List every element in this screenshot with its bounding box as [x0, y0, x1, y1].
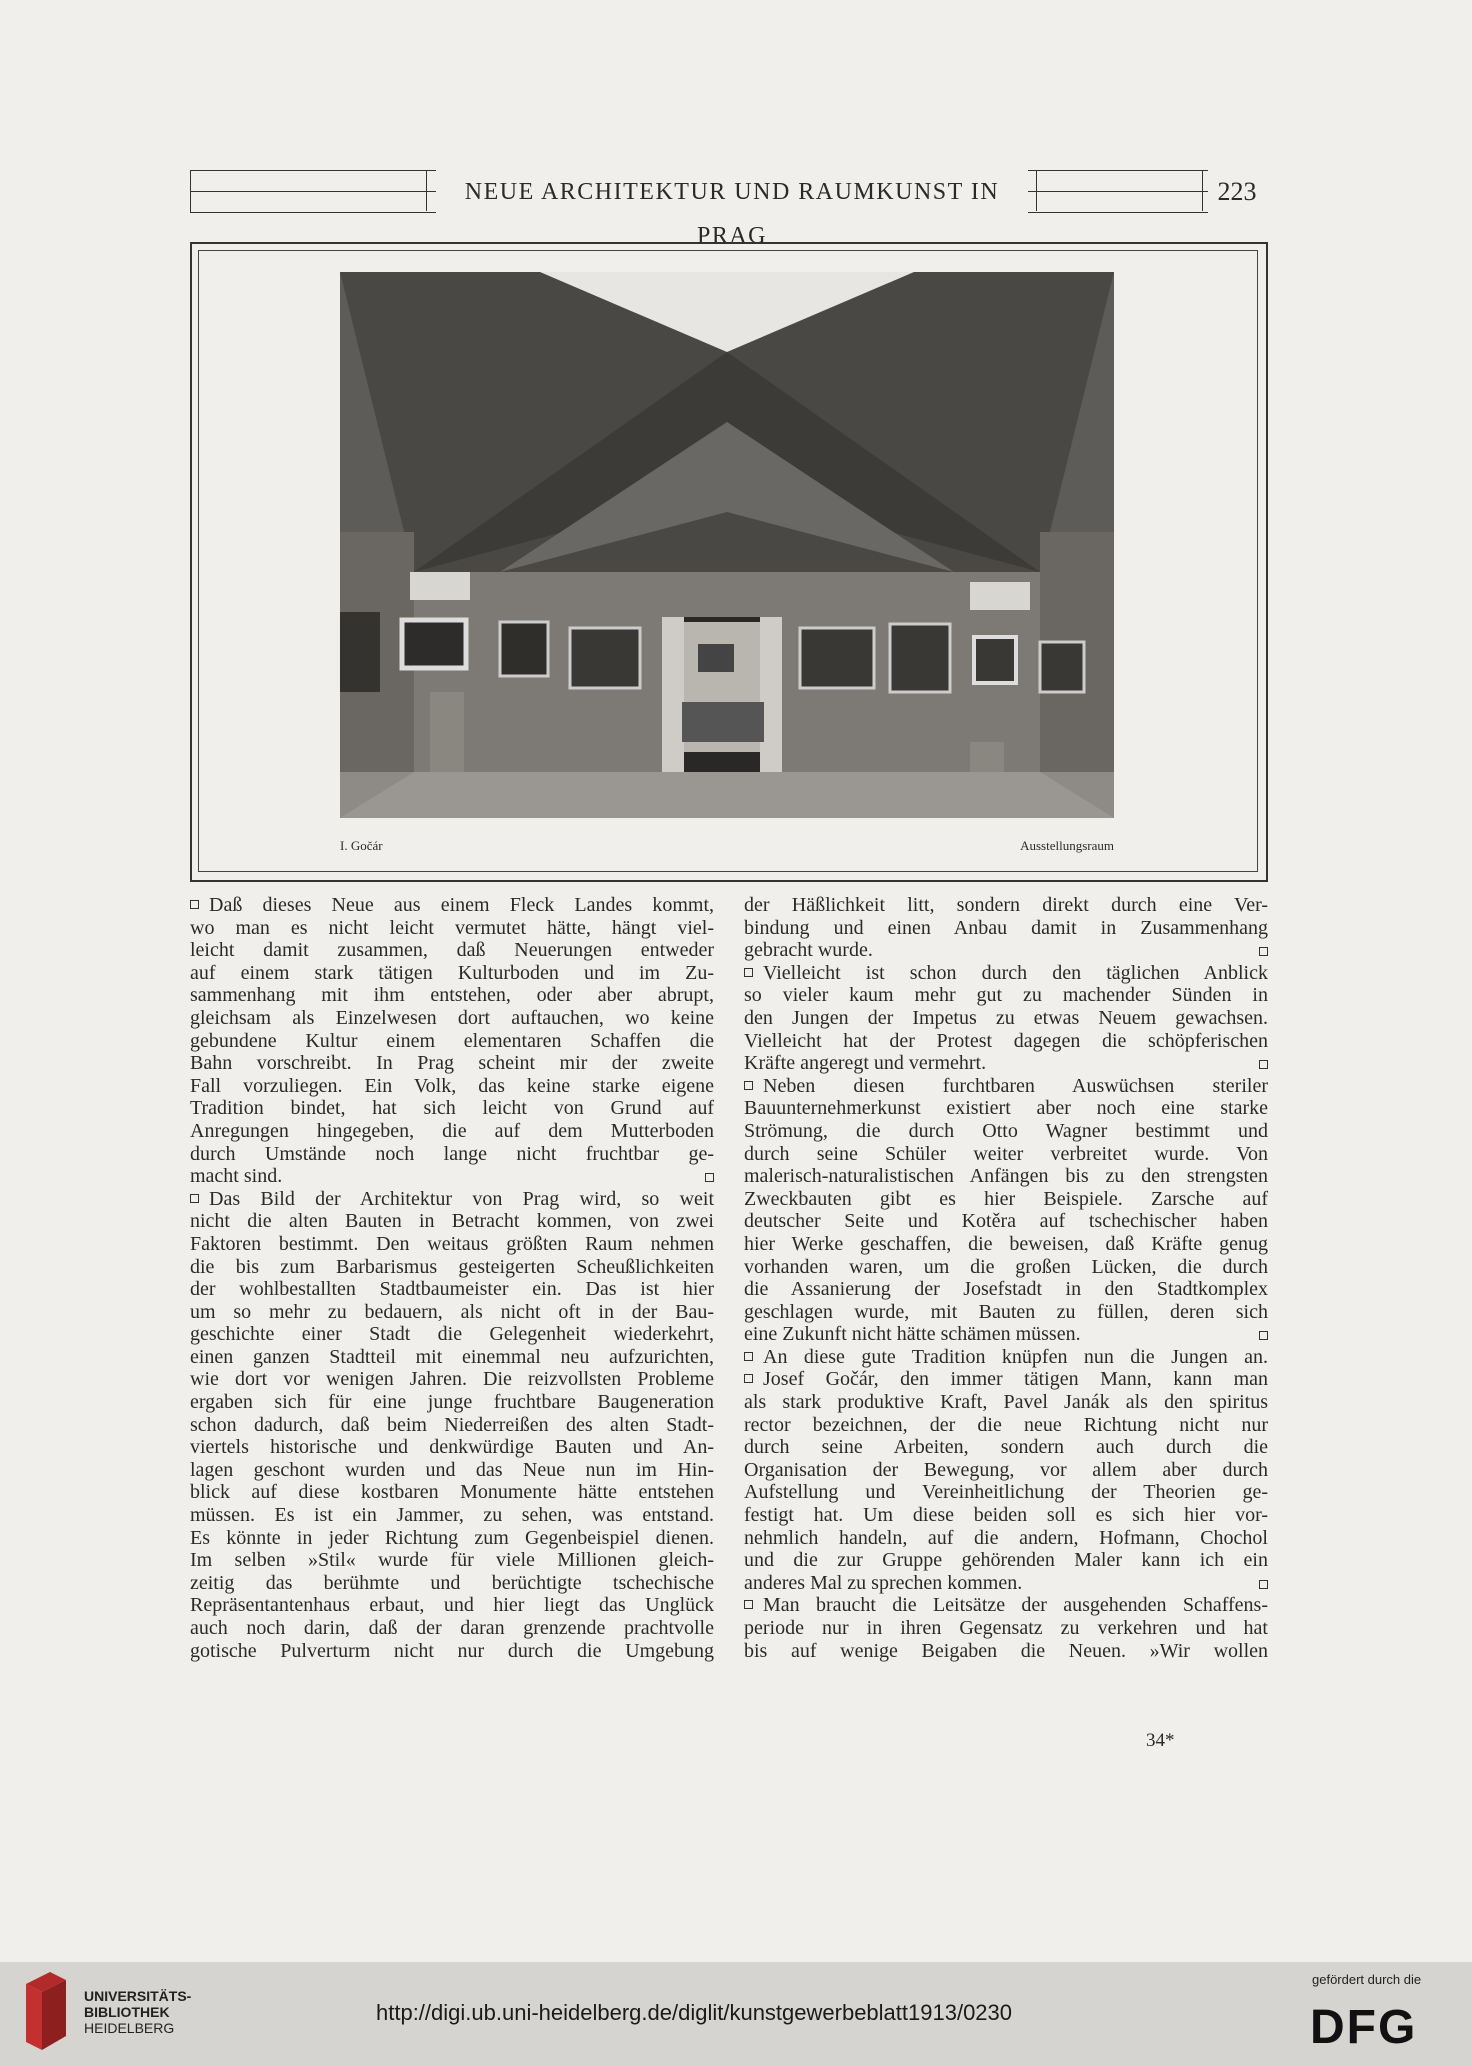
text-line-content: durch seine Arbeiten, sondern auch durch die [744, 1436, 1268, 1459]
text-line-content: Das Bild der Architektur von Prag wird, so weit [209, 1187, 714, 1210]
paragraph-marker-icon [744, 1081, 753, 1090]
funded-by-label: gefördert durch die [1312, 1972, 1422, 1987]
library-name-line: BIBLIOTHEK [84, 2004, 170, 2020]
text-line-content: leicht damit zusammen, daß Neuerungen entweder [190, 939, 714, 962]
text-line-content: Vielleicht hat der Protest dagegen die schöpferischen [744, 1029, 1268, 1052]
header-divider [1036, 170, 1037, 211]
paragraph-marker-icon [190, 1194, 199, 1203]
text-line [190, 1459, 714, 1482]
text-line [190, 1572, 714, 1595]
text-line-content: schon dadurch, daß beim Niederreißen des alten Stadt- [190, 1413, 714, 1436]
text-line-content: auch noch darin, daß der daran grenzende prachtvolle [190, 1617, 714, 1639]
text-line [190, 1346, 714, 1369]
text-line-content: sammenhang mit ihm entstehen, oder aber abrupt, [190, 984, 714, 1007]
text-line [190, 1594, 714, 1617]
text-line [744, 1210, 1268, 1233]
text-line [190, 1391, 714, 1414]
text-line-content: Neben diesen furchtbaren Auswüchsen steriler [763, 1074, 1268, 1097]
text-line [744, 1368, 1268, 1391]
running-header [190, 170, 1268, 249]
text-line-content: wie dort vor wenigen Jahren. Die reizvollsten Probleme [190, 1368, 714, 1391]
text-line [744, 1097, 1268, 1120]
text-line-content: auf einem stark tätigen Kulturboden und im Zu- [190, 961, 714, 984]
text-line-content: und die zur Gruppe gehörenden Maler kann ich ein [744, 1549, 1268, 1572]
text-line-content: deutscher Seite und Kotěra auf tschechischer haben [744, 1210, 1268, 1233]
text-line [190, 1301, 714, 1324]
text-line-content: Bauunternehmerkunst existiert aber noch eine starke [744, 1097, 1268, 1120]
text-line [190, 894, 714, 917]
text-line [744, 1481, 1268, 1504]
text-line [190, 1143, 714, 1166]
text-line [744, 1120, 1268, 1143]
text-line [190, 1075, 714, 1098]
text-line [744, 1052, 1268, 1075]
text-line [190, 1368, 714, 1391]
text-line [744, 1527, 1268, 1550]
text-line [744, 1640, 1268, 1663]
text-line-content: der Häßlichkeit litt, sondern direkt durch eine Ver- [744, 894, 1268, 916]
text-line [744, 1323, 1268, 1346]
text-line-content: anderes Mal zu sprechen kommen. [744, 1571, 1023, 1594]
text-line-content: Organisation der Bewegung, vor allem aber durch [744, 1458, 1268, 1481]
text-line-content: hier Werke geschaffen, die beweisen, daß Kräfte genug [744, 1232, 1268, 1255]
text-line-content: An diese gute Tradition knüpfen nun die Jungen an. [763, 1345, 1268, 1368]
header-divider [426, 170, 427, 211]
text-line-content: festigt hat. Um diese beiden soll es sich hier vor- [744, 1504, 1268, 1527]
text-line-content: Daß dieses Neue aus einem Fleck Landes kommt, [209, 894, 714, 916]
text-line [190, 1481, 714, 1504]
text-line [190, 1504, 714, 1527]
signature-mark: 34* [1146, 1730, 1175, 1751]
text-line-content: Anregungen hingegeben, die auf dem Mutterboden [190, 1119, 714, 1142]
text-line-content: Bahn vorschreibt. In Prag scheint mir der zweite [190, 1052, 714, 1075]
text-line [190, 1640, 714, 1663]
text-line-content: durch seine Schüler weiter verbreitet wurde. Von [744, 1142, 1268, 1165]
text-line [744, 984, 1268, 1007]
text-line [744, 939, 1268, 962]
library-logo-icon [16, 1970, 70, 2054]
text-line [190, 939, 714, 962]
text-line [744, 1188, 1268, 1211]
text-line [744, 1617, 1268, 1640]
text-line-content: periode nur in ihren Gegensatz zu verkehren und hat [744, 1617, 1268, 1639]
library-name-line: HEIDELBERG [84, 2020, 175, 2036]
paragraph-marker-icon [744, 1374, 753, 1383]
paragraph-end-marker-icon [1259, 1060, 1268, 1069]
text-line-content: rector bezeichnen, der die neue Richtung nicht nur [744, 1413, 1268, 1436]
paragraph-end-marker-icon [1259, 947, 1268, 956]
text-line [190, 1030, 714, 1053]
text-line [190, 1617, 714, 1640]
paragraph-marker-icon [744, 968, 753, 977]
text-line-content: die bis zum Barbarismus gesteigerten Scheußlichkeiten [190, 1255, 714, 1278]
text-line [190, 1436, 714, 1459]
text-line [744, 1594, 1268, 1617]
text-line [744, 1301, 1268, 1324]
paragraph-marker-icon [744, 1600, 753, 1609]
dfg-logo: DFG [1310, 2001, 1418, 2054]
text-line [744, 1572, 1268, 1595]
text-line [190, 1210, 714, 1233]
text-line-content: gotische Pulverturm nicht nur durch die Umgebung [190, 1639, 714, 1662]
text-line-content: geschichte einer Stadt die Gelegenheit wiederkehrt, [190, 1323, 714, 1346]
text-line-content: macht sind. [190, 1165, 283, 1188]
text-line [744, 1075, 1268, 1098]
text-line-content: wo man es nicht leicht vermutet hätte, hängt viel- [190, 916, 714, 939]
text-line [744, 894, 1268, 917]
text-line-content: als stark produktive Kraft, Pavel Janák als den spiritus [744, 1391, 1268, 1414]
text-line [744, 1007, 1268, 1030]
text-line-content: lagen geschont wurden und das Neue nun im Hin- [190, 1458, 714, 1481]
library-name-line: UNIVERSITÄTS- [84, 1988, 192, 2004]
text-line-content: Kräfte angeregt und vermehrt. [744, 1052, 987, 1075]
text-line [190, 1414, 714, 1437]
text-line-content: Aufstellung und Vereinheitlichung der Theorien ge- [744, 1481, 1268, 1504]
text-line [190, 1165, 714, 1188]
library-name [84, 1988, 191, 2036]
paragraph-marker-icon [190, 900, 199, 909]
text-line-content: durch Umstände noch lange nicht fruchtbar ge- [190, 1142, 714, 1165]
text-line-content: Vielleicht ist schon durch den täglichen Anblick [763, 961, 1268, 984]
text-line-content: bindung und einen Anbau damit in Zusammenhang [744, 916, 1268, 939]
text-column-right [744, 894, 1268, 1662]
text-line-content: Zweckbauten gibt es hier Beispiele. Zarsche auf [744, 1187, 1268, 1210]
text-line [744, 1346, 1268, 1369]
text-line-content: Repräsentantenhaus erbaut, und hier liegt das Unglück [190, 1594, 714, 1617]
text-line-content: um so mehr zu bedauern, als nicht oft in der Bau- [190, 1300, 714, 1323]
text-line-content: ergaben sich für eine junge fruchtbare Baugeneration [190, 1391, 714, 1414]
permalink-url[interactable]: http://digi.ub.uni-heidelberg.de/diglit/kunstgewerbeblatt1913/0230 [376, 2000, 1013, 2025]
text-line-content: so vieler kaum mehr gut zu machender Sünden in [744, 984, 1268, 1007]
text-line-content: den Jungen der Impetus zu etwas Neuem gewachsen. [744, 1006, 1268, 1029]
text-line-content: nicht die alten Bauten in Betracht kommen, von zwei [190, 1210, 714, 1233]
paragraph-end-marker-icon [1259, 1331, 1268, 1340]
text-line-content: bis auf wenige Beigaben die Neuen. »Wir wollen [744, 1639, 1268, 1662]
text-line [744, 1233, 1268, 1256]
text-line-content: Strömung, die durch Otto Wagner bestimmt und [744, 1119, 1268, 1142]
text-line-content: zeitig das berühmte und berüchtigte tschechische [190, 1571, 714, 1594]
text-line [190, 1120, 714, 1143]
text-line [744, 1165, 1268, 1188]
text-line-content: eine Zukunft nicht hätte schämen müssen. [744, 1323, 1081, 1346]
text-line [190, 1278, 714, 1301]
text-line [744, 1278, 1268, 1301]
text-line [190, 917, 714, 940]
paragraph-marker-icon [744, 1352, 753, 1361]
text-line-content: Tradition bindet, hat sich leicht von Grund auf [190, 1097, 714, 1120]
paragraph-end-marker-icon [1259, 1580, 1268, 1589]
header-divider [1202, 170, 1203, 211]
text-column-left [190, 894, 714, 1662]
text-line-content: Fall vorzuliegen. Ein Volk, das keine starke eigene [190, 1074, 714, 1097]
text-line-content: vorhanden waren, um die großen Lücken, die durch [744, 1255, 1268, 1278]
text-line [744, 1436, 1268, 1459]
figure-caption-architect: I. Gočár [340, 838, 383, 853]
page-number: 223 [1208, 170, 1266, 214]
text-line-content: einen ganzen Stadtteil mit einemmal neu aufzurichten, [190, 1345, 714, 1368]
text-line-content: gleichsam als Einzelwesen dort auftauchen, wo keine [190, 1006, 714, 1029]
text-line [190, 1233, 714, 1256]
text-line [190, 1549, 714, 1572]
text-line [190, 962, 714, 985]
text-line [744, 1459, 1268, 1482]
text-line-content: Man braucht die Leitsätze der ausgehenden Schaffens- [763, 1594, 1268, 1617]
text-line [744, 1143, 1268, 1166]
paragraph-end-marker-icon [705, 1173, 714, 1182]
text-line [744, 917, 1268, 940]
text-line-content: die Assanierung der Josefstadt in den Stadtkomplex [744, 1278, 1268, 1301]
text-line [744, 1504, 1268, 1527]
text-line [744, 1414, 1268, 1437]
text-line [190, 1188, 714, 1211]
exhibition-room-photo [340, 272, 1114, 818]
text-line [190, 1052, 714, 1075]
text-line [744, 1391, 1268, 1414]
figure-caption-title: Ausstellungsraum [1020, 838, 1114, 853]
text-line [744, 962, 1268, 985]
text-line [744, 1256, 1268, 1279]
text-line [190, 1323, 714, 1346]
text-line-content: Faktoren bestimmt. Den weitaus größten Raum nehmen [190, 1232, 714, 1255]
text-line-content: gebracht wurde. [744, 939, 873, 962]
text-line-content: müssen. Es ist ein Jammer, zu sehen, was entstand. [190, 1504, 714, 1527]
text-line [190, 1527, 714, 1550]
text-line-content: Es könnte in jeder Richtung zum Gegenbeispiel dienen. [190, 1526, 714, 1549]
text-line [190, 1007, 714, 1030]
text-line-content: der wohlbestallten Stadtbaumeister ein. Das ist hier [190, 1278, 714, 1301]
text-line-content: malerisch-naturalistischen Anfängen bis zu den strengsten [744, 1165, 1268, 1188]
text-line [744, 1030, 1268, 1053]
text-line [744, 1549, 1268, 1572]
text-line-content: viertels historische und denkwürdige Bauten und An- [190, 1436, 714, 1459]
text-line-content: Josef Gočár, den immer tätigen Mann, kann man [763, 1368, 1268, 1391]
text-line [190, 984, 714, 1007]
text-line-content: Im selben »Stil« wurde für viele Millionen gleich- [190, 1549, 714, 1572]
text-line-content: geschlagen wurde, mit Bauten zu füllen, deren sich [744, 1300, 1268, 1323]
text-line-content: blick auf diese kostbaren Monumente hätte entstehen [190, 1481, 714, 1504]
running-title: NEUE ARCHITEKTUR UND RAUMKUNST IN PRAG [436, 170, 1028, 214]
text-line-content: nehmlich handeln, auf die andern, Hofmann, Chochol [744, 1526, 1268, 1549]
text-line-content: gebundene Kultur einem elementaren Schaffen die [190, 1029, 714, 1052]
text-line [190, 1256, 714, 1279]
text-line [190, 1097, 714, 1120]
